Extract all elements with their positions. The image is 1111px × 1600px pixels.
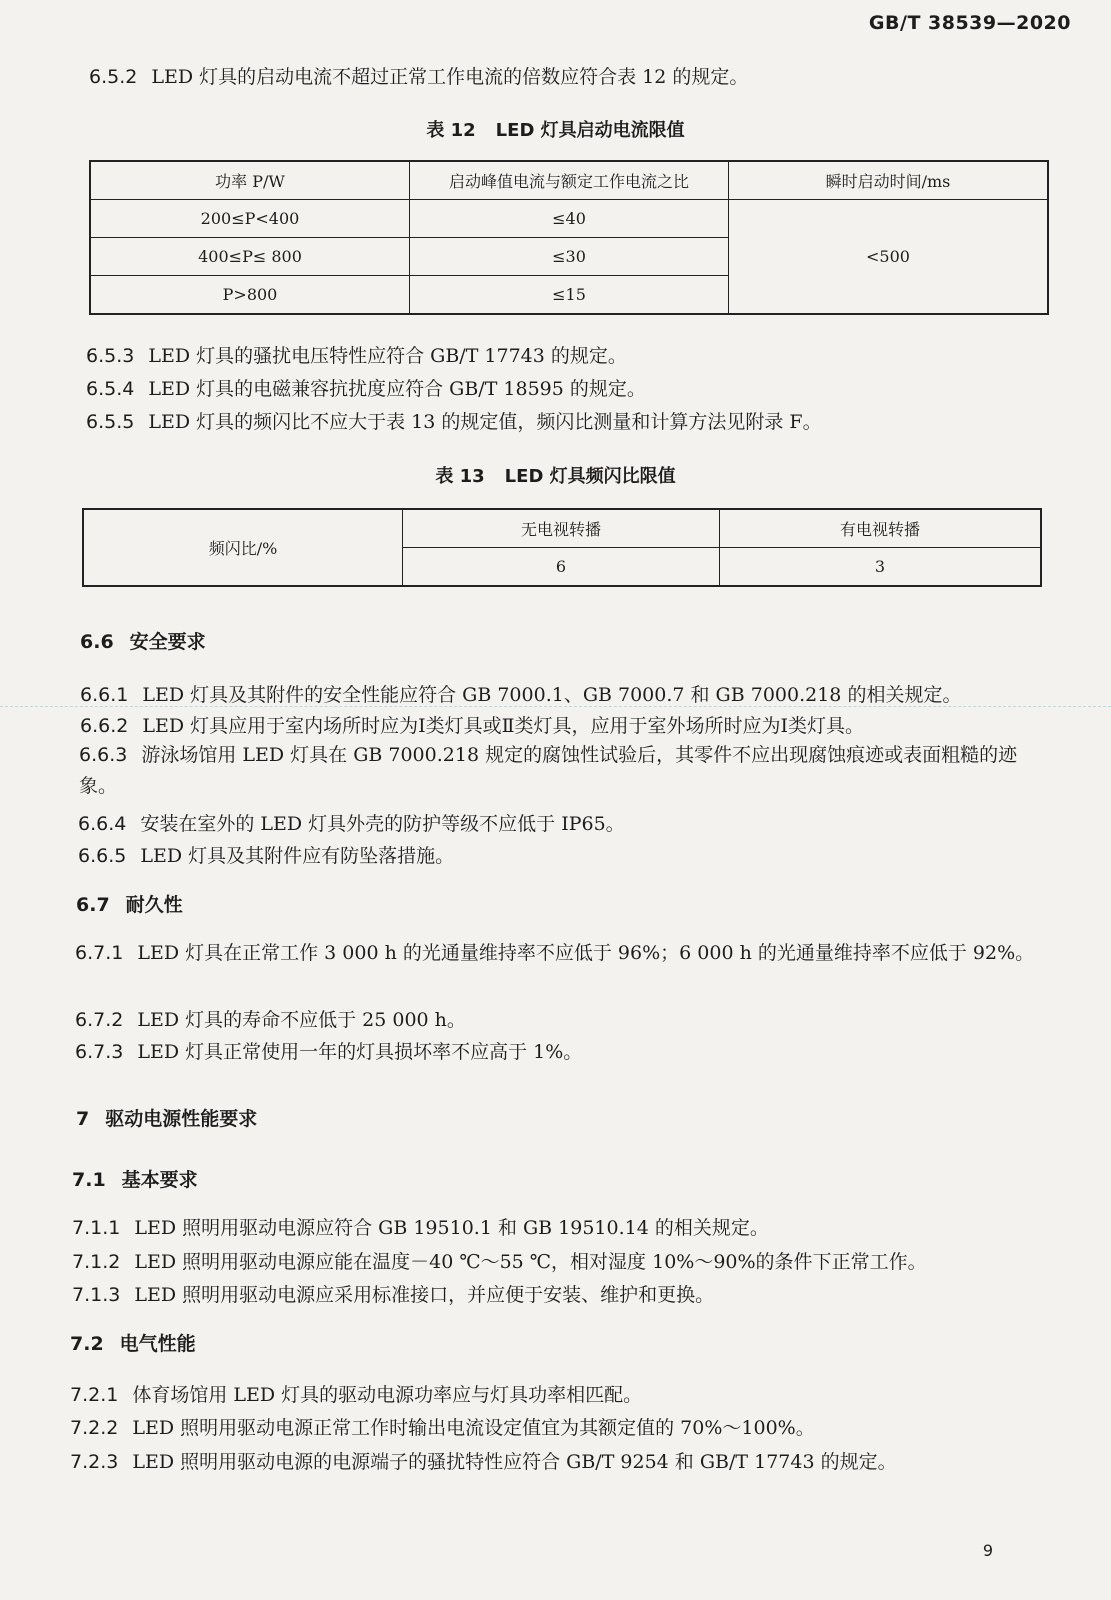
clause-number: 6.7.1 bbox=[75, 942, 124, 964]
table-13 bbox=[82, 508, 1042, 587]
clause-7-1-2 bbox=[72, 1249, 927, 1275]
clause-number: 6.5.2 bbox=[89, 66, 138, 88]
clause-7-2-3 bbox=[70, 1449, 897, 1475]
clause-number: 6.6.2 bbox=[80, 715, 129, 737]
table-header-row bbox=[83, 509, 1041, 548]
section-title: 电气性能 bbox=[119, 1333, 196, 1355]
clause-text: LED 灯具的电磁兼容抗扰度应符合 GB/T 18595 的规定。 bbox=[148, 378, 646, 400]
clause-text: LED 灯具及其附件的安全性能应符合 GB 7000.1、GB 7000.7 和 GB 7000.218 的相关规定。 bbox=[142, 684, 962, 706]
clause-6-7-2 bbox=[75, 1007, 466, 1033]
clause-6-6-4 bbox=[78, 811, 625, 837]
clause-number: 7.2.2 bbox=[70, 1417, 119, 1439]
clause-6-6-5 bbox=[78, 843, 454, 869]
section-number: 6.7 bbox=[76, 894, 110, 916]
table-13-title bbox=[0, 462, 1111, 488]
clause-text: LED 照明用驱动电源应采用标准接口，并应便于安装、维护和更换。 bbox=[134, 1284, 715, 1306]
clause-number: 6.6.3 bbox=[79, 744, 128, 766]
header-cell-no-tv: 无电视转播 bbox=[403, 509, 720, 548]
clause-text: LED 灯具的频闪比不应大于表 13 的规定值，频闪比测量和计算方法见附录 F。 bbox=[148, 411, 822, 433]
chapter-7-heading bbox=[76, 1104, 257, 1131]
clause-6-5-5 bbox=[86, 409, 822, 435]
clause-number: 7.2.1 bbox=[70, 1384, 119, 1406]
section-title: 耐久性 bbox=[125, 894, 183, 916]
header-cell-power: 功率 P/W bbox=[90, 161, 410, 200]
clause-number: 6.7.3 bbox=[75, 1041, 124, 1063]
clause-text: 体育场馆用 LED 灯具的驱动电源功率应与灯具功率相匹配。 bbox=[132, 1384, 643, 1406]
section-number: 6.6 bbox=[80, 631, 114, 653]
clause-7-2-1 bbox=[70, 1382, 642, 1408]
cell-power: 400≤P≤ 800 bbox=[90, 238, 410, 276]
header-cell-ratio: 启动峰值电流与额定工作电流之比 bbox=[410, 161, 729, 200]
clause-number: 6.6.1 bbox=[80, 684, 129, 706]
clause-text: LED 照明用驱动电源正常工作时输出电流设定值宜为其额定值的 70%～100%。 bbox=[132, 1417, 815, 1439]
clause-number: 7.2.3 bbox=[70, 1451, 119, 1473]
clause-number: 6.6.5 bbox=[78, 845, 127, 867]
clause-6-5-4 bbox=[86, 376, 646, 402]
clause-number: 7.1.2 bbox=[72, 1251, 121, 1273]
table-header-row bbox=[90, 161, 1048, 200]
clause-text: LED 灯具的骚扰电压特性应符合 GB/T 17743 的规定。 bbox=[148, 345, 627, 367]
clause-6-7-1 bbox=[75, 938, 1040, 969]
scan-artifact-line bbox=[0, 706, 1111, 708]
clause-7-1-3 bbox=[72, 1282, 714, 1308]
section-number: 7 bbox=[76, 1108, 90, 1130]
clause-text: LED 灯具的寿命不应低于 25 000 h。 bbox=[137, 1009, 466, 1031]
clause-number: 6.6.4 bbox=[78, 813, 127, 835]
clause-text: LED 灯具的启动电流不超过正常工作电流的倍数应符合表 12 的规定。 bbox=[151, 66, 749, 88]
cell-ratio: ≤40 bbox=[410, 200, 729, 238]
clause-6-6-1 bbox=[80, 682, 961, 708]
table-caption: LED 灯具启动电流限值 bbox=[495, 120, 685, 141]
clause-text: LED 灯具应用于室内场所时应为Ⅰ类灯具或Ⅱ类灯具，应用于室外场所时应为Ⅰ类灯具。 bbox=[142, 715, 865, 737]
clause-text: 安装在室外的 LED 灯具外壳的防护等级不应低于 IP65。 bbox=[140, 813, 625, 835]
cell-with-tv-value: 3 bbox=[720, 548, 1042, 587]
table-row bbox=[90, 200, 1048, 238]
cell-power: 200≤P<400 bbox=[90, 200, 410, 238]
cell-ratio: ≤30 bbox=[410, 238, 729, 276]
clause-text: LED 照明用驱动电源的电源端子的骚扰特性应符合 GB/T 9254 和 GB/T 17743 的规定。 bbox=[132, 1451, 897, 1473]
cell-power: P>800 bbox=[90, 276, 410, 315]
section-number: 7.1 bbox=[72, 1169, 106, 1191]
clause-6-5-2 bbox=[89, 64, 748, 90]
clause-text: 游泳场馆用 LED 灯具在 GB 7000.218 规定的腐蚀性试验后，其零件不应出现腐蚀痕迹或表面粗糙的迹象。 bbox=[79, 744, 1018, 797]
cell-ratio: ≤15 bbox=[410, 276, 729, 315]
clause-number: 6.5.5 bbox=[86, 411, 135, 433]
table-label: 表 12 bbox=[426, 120, 476, 141]
clause-text: LED 灯具正常使用一年的灯具损坏率不应高于 1%。 bbox=[137, 1041, 583, 1063]
clause-text: LED 灯具及其附件应有防坠落措施。 bbox=[140, 845, 455, 867]
clause-6-6-3 bbox=[79, 740, 1044, 802]
section-6-7-heading bbox=[76, 890, 183, 917]
clause-number: 6.5.4 bbox=[86, 378, 135, 400]
clause-7-1-1 bbox=[72, 1215, 769, 1241]
clause-6-6-2 bbox=[80, 713, 864, 739]
table-12-title bbox=[0, 116, 1111, 142]
cell-time: <500 bbox=[729, 200, 1049, 315]
header-cell-with-tv: 有电视转播 bbox=[720, 509, 1042, 548]
row-header-flicker-ratio: 频闪比/% bbox=[83, 509, 403, 586]
clause-number: 6.5.3 bbox=[86, 345, 135, 367]
clause-text: LED 照明用驱动电源应能在温度－40 ℃～55 ℃，相对湿度 10%～90%的条件下正常工作。 bbox=[134, 1251, 927, 1273]
cell-no-tv-value: 6 bbox=[403, 548, 720, 587]
clause-number: 7.1.3 bbox=[72, 1284, 121, 1306]
section-6-6-heading bbox=[80, 627, 206, 654]
section-title: 安全要求 bbox=[129, 631, 206, 653]
clause-number: 7.1.1 bbox=[72, 1217, 121, 1239]
table-label: 表 13 bbox=[435, 466, 485, 487]
clause-6-7-3 bbox=[75, 1039, 582, 1065]
header-cell-time: 瞬时启动时间/ms bbox=[729, 161, 1049, 200]
section-title: 基本要求 bbox=[121, 1169, 198, 1191]
clause-6-5-3 bbox=[86, 343, 627, 369]
section-7-2-heading bbox=[70, 1329, 196, 1356]
clause-text: LED 照明用驱动电源应符合 GB 19510.1 和 GB 19510.14 的相关规定。 bbox=[134, 1217, 769, 1239]
standard-code: GB/T 38539—2020 bbox=[868, 12, 1071, 34]
clause-7-2-2 bbox=[70, 1415, 815, 1441]
table-caption: LED 灯具频闪比限值 bbox=[504, 466, 676, 487]
section-title: 驱动电源性能要求 bbox=[105, 1108, 258, 1130]
clause-text: LED 灯具在正常工作 3 000 h 的光通量维持率不应低于 96%；6 000 h 的光通量维持率不应低于 92%。 bbox=[137, 942, 1035, 964]
section-number: 7.2 bbox=[70, 1333, 104, 1355]
clause-number: 6.7.2 bbox=[75, 1009, 124, 1031]
section-7-1-heading bbox=[72, 1165, 198, 1192]
page-number: 9 bbox=[982, 1541, 993, 1560]
table-12 bbox=[89, 160, 1049, 315]
